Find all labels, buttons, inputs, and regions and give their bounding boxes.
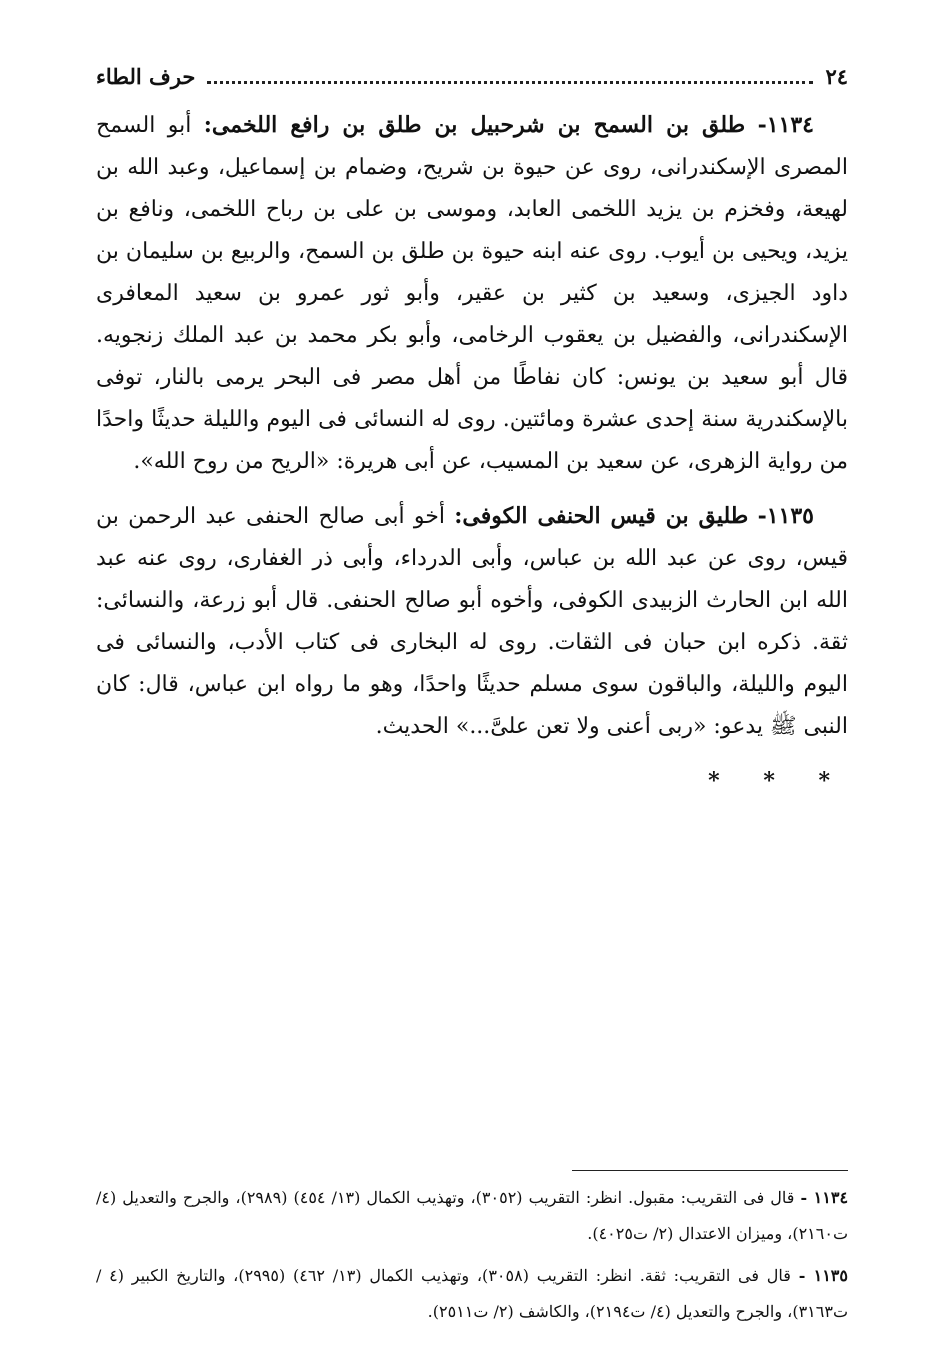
entry-number: ١١٣٥- — [757, 503, 814, 529]
page-number: ٢٤ — [825, 63, 848, 89]
main-text — [96, 104, 848, 802]
footnote-text: قال فى التقريب: ثقة. انظر: التقريب (٣٠٥٨)، وتهذيب الكمال (١٣/ ٤٦٢) (٢٩٩٥)، والتاريخ الكبير (٤ / ت٣١٦٣)، والجرح والتعديل (٤/ ت٢١٩٤)، والكاشف (٢/ ت٢٥١١). — [96, 1266, 848, 1321]
biography-entry — [96, 495, 848, 748]
section-separator: * * * — [708, 768, 848, 794]
footnotes — [96, 1180, 848, 1336]
entry-name: طليق بن قيس الحنفى الكوفى: — [454, 503, 749, 529]
footnote-rule — [572, 1170, 848, 1171]
running-header — [96, 58, 848, 94]
biography-entry — [96, 104, 848, 483]
entry-text: أبو السمح المصرى الإسكندرانى، روى عن حيوة بن شريح، وضمام بن إسماعيل، وعبد الله بن لهيعة، وفخزم بن يزيد اللخمى العابد، وموسى بن على بن رباح اللخمى، ونافع بن يزيد، ويحيى بن أيوب. روى عنه ابنه حيوة بن طلق بن السمح، والربيع بن سليمان بن داود الجيزى، وسعيد بن كثير بن عقير، وأبو ثور عمرو بن سعيد المعافرى الإسكندرانى، والفضيل بن يعقوب الرخامى، وأبو بكر محمد بن عبد الملك زنجويه. قال أبو سعيد بن يونس: كان نفاطًا من أهل مصر فى البحر يرمى بالنار، توفى بالإسكندرية سنة إحدى عشرة ومائتين. روى له النسائى فى اليوم والليلة حديثًا واحدًا من رواية الزهرى، عن سعيد بن المسيب، عن أبى هريرة: «الريح من روح الله». — [96, 113, 849, 474]
footnote-text: قال فى التقريب: مقبول. انظر: التقريب (٣٠٥٢)، وتهذيب الكمال (١٣/ ٤٥٤) (٢٩٨٩)، والجرح والتعديل (٤/ ت٢١٦٠)، وميزان الاعتدال (٢/ ت٤٠٢٥). — [96, 1188, 848, 1243]
footnote — [96, 1258, 848, 1330]
section-title: حرف الطاء — [96, 63, 196, 89]
dotted-leader — [207, 81, 813, 84]
footnote-number: ١١٣٤ - — [800, 1188, 849, 1207]
entry-text: أخو أبى صالح الحنفى عبد الرحمن بن قيس، روى عن عبد الله بن عباس، وأبى الدرداء، وأبى ذر الغفارى، روى عنه عبد الله ابن الحارث الزبيدى الكوفى، وأخوه أبو صالح الحنفى. قال أبو زرعة، والنسائى: ثقة. ذكره ابن حبان فى الثقات. روى له البخارى فى كتاب الأدب، والنسائى فى اليوم والليلة، والباقون سوى مسلم حديثًا واحدًا، وهو ما رواه ابن عباس، قال: كان النبى ﷺ يدعو: «ربى أعنى ولا تعن علىَّ...» الحديث. — [96, 504, 848, 739]
entry-name: طلق بن السمح بن شرحبيل بن طلق بن رافع اللخمى: — [203, 112, 746, 138]
footnote-number: ١١٣٥ - — [798, 1266, 848, 1285]
footnote — [96, 1180, 848, 1252]
entry-number: ١١٣٤- — [757, 112, 814, 138]
